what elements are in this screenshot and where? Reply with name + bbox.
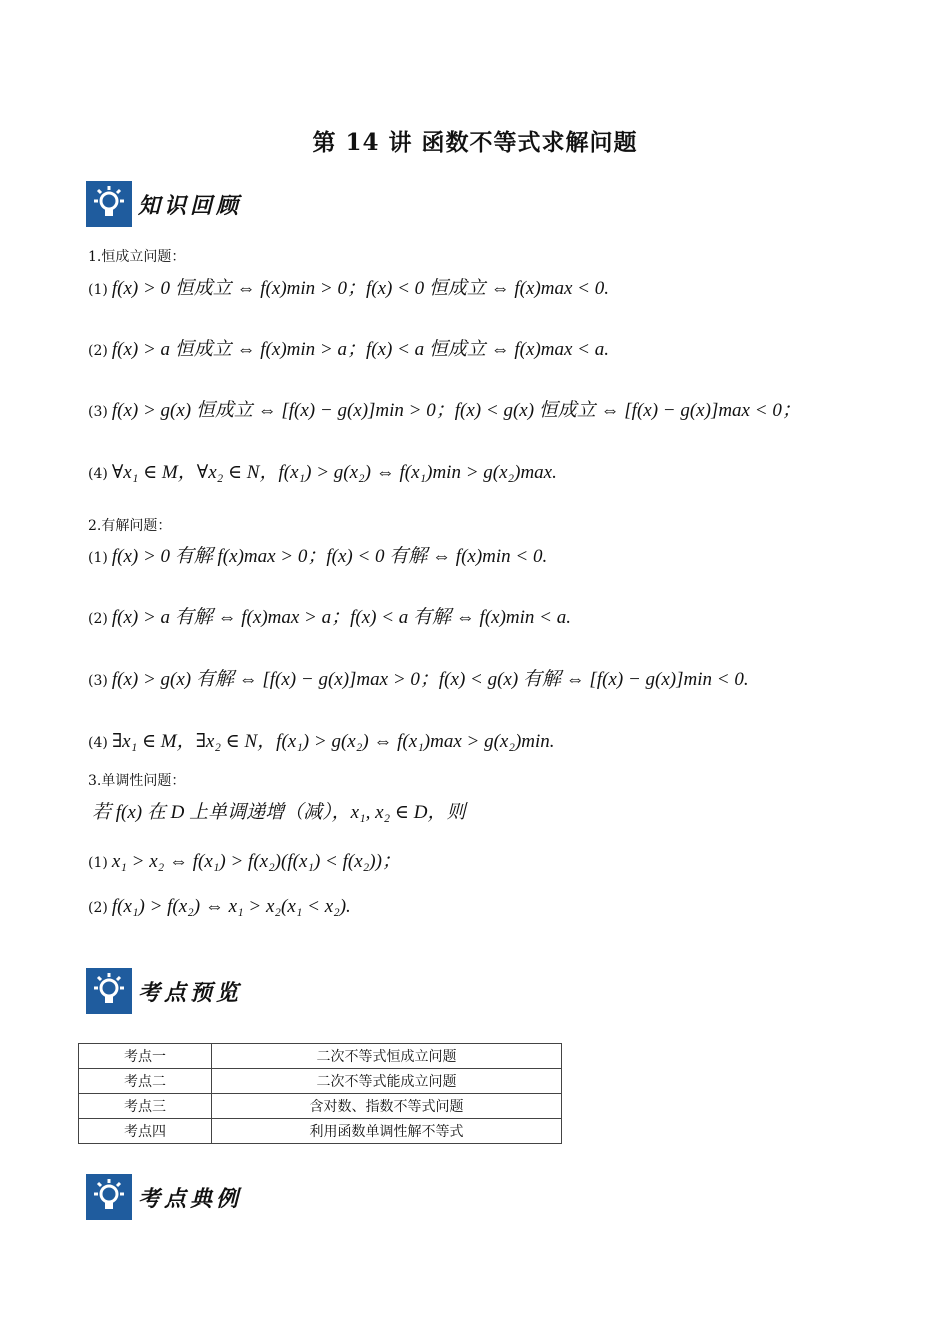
lightbulb-icon	[86, 181, 132, 227]
formula-line: (1) x₁ > x₂ ⇔ f(x₁) > f(x₂)(f(x₁) < f(x₂))；	[88, 851, 401, 872]
formula-line: (1) f(x) > 0 有解 f(x)max > 0；f(x) < 0 有解 ⇔ f(x)min < 0.	[88, 546, 548, 567]
formula-line: (3) f(x) > g(x) 恒成立 ⇔ [f(x) − g(x)]min > 0；f(x) < g(x) 恒成立 ⇔ [f(x) − g(x)]max < 0；	[88, 400, 801, 421]
formula-line: (2) f(x) > a 恒成立 ⇔ f(x)min > a；f(x) < a 恒成立 ⇔ f(x)max < a.	[88, 339, 609, 360]
lightbulb-icon	[86, 1174, 132, 1220]
formula-line: 若 f(x) 在 D 上单调递增（减），x₁, x₂ ∈ D，则	[92, 802, 466, 823]
formula-line: (3) f(x) > g(x) 有解 ⇔ [f(x) − g(x)]max > 0；f(x) < g(x) 有解 ⇔ [f(x) − g(x)]min < 0.	[88, 669, 749, 690]
page-title: 第 14 讲 函数不等式求解问题	[312, 129, 638, 156]
table-row	[79, 1094, 562, 1119]
section-header-examples	[86, 1173, 242, 1221]
table-cell: 利用函数单调性解不等式	[212, 1119, 562, 1144]
formula-line: (2) f(x₁) > f(x₂) ⇔ x₁ > x₂(x₁ < x₂).	[88, 896, 351, 917]
heading-monotonic: 3.单调性问题：	[88, 773, 186, 789]
table-row	[79, 1069, 562, 1094]
formula-line: (4) ∀x₁ ∈ M，∀x₂ ∈ N，f(x₁) > g(x₂) ⇔ f(x₁)min > g(x₂)max.	[88, 462, 557, 483]
table-cell: 考点四	[79, 1119, 212, 1144]
section-header-overview	[86, 967, 242, 1015]
overview-table	[78, 1043, 562, 1144]
formula-line: (1) f(x) > 0 恒成立 ⇔ f(x)min > 0；f(x) < 0 恒成立 ⇔ f(x)max < 0.	[88, 278, 609, 299]
section-title: 考点预览	[138, 980, 243, 1006]
table-row	[79, 1119, 562, 1144]
lightbulb-icon	[86, 968, 132, 1014]
formula-line: (2) f(x) > a 有解 ⇔ f(x)max > a；f(x) < a 有解 ⇔ f(x)min < a.	[88, 607, 571, 628]
section-title: 考点典例	[138, 1186, 243, 1212]
formula-line: (4) ∃x₁ ∈ M，∃x₂ ∈ N，f(x₁) > g(x₂) ⇔ f(x₁)max > g(x₂)min.	[88, 731, 555, 752]
table-cell: 考点三	[79, 1094, 212, 1119]
table-cell: 含对数、指数不等式问题	[212, 1094, 562, 1119]
table-cell: 考点一	[79, 1044, 212, 1069]
table-cell: 二次不等式能成立问题	[212, 1069, 562, 1094]
table-row	[79, 1044, 562, 1069]
heading-has-solution: 2.有解问题：	[88, 518, 172, 534]
section-header-review	[86, 180, 242, 228]
heading-always-holds: 1.恒成立问题：	[88, 249, 186, 265]
table-cell: 二次不等式恒成立问题	[212, 1044, 562, 1069]
table-cell: 考点二	[79, 1069, 212, 1094]
section-title: 知识回顾	[138, 193, 243, 219]
